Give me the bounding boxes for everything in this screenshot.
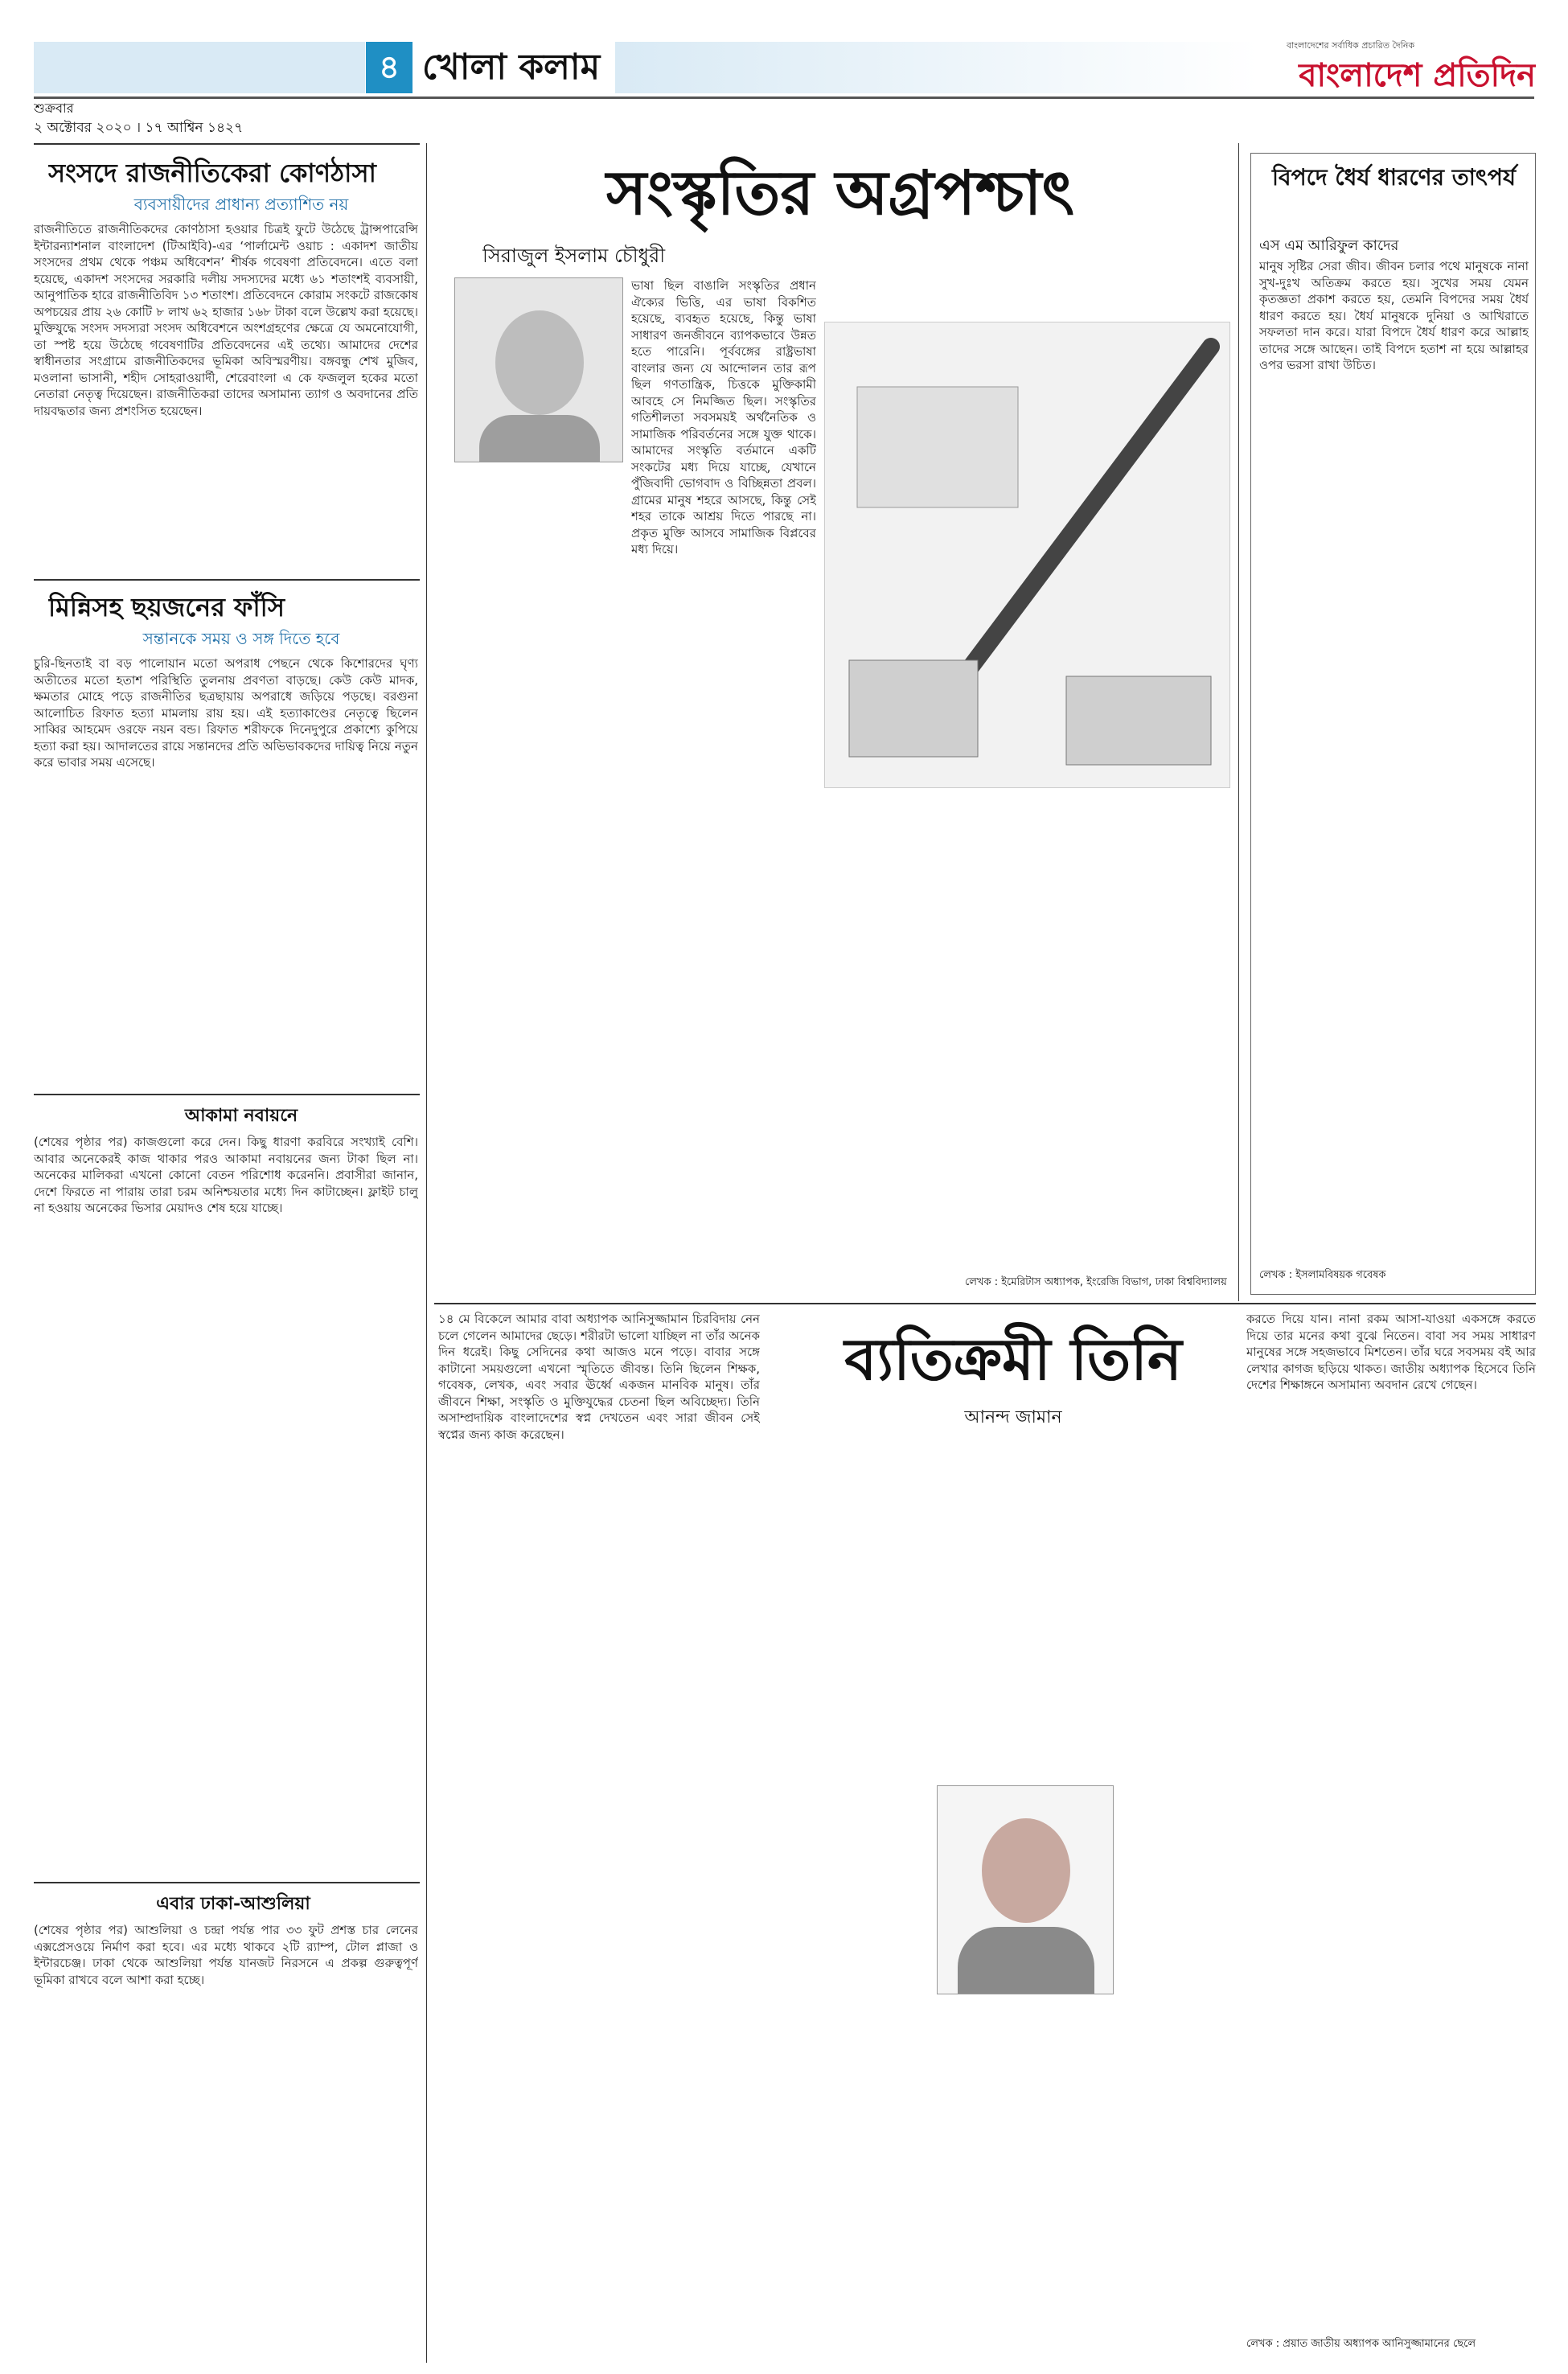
sidebar-article xyxy=(1250,153,1536,1295)
logo-tagline: বাংলাদেশের সর্বাধিক প্রচারিত দৈনিক xyxy=(1287,40,1415,51)
article-subheadline: ব্যবসায়ীদের প্রাধান্য প্রত্যাশিত নয় xyxy=(133,195,349,214)
author-portrait xyxy=(454,277,623,462)
sidebar-headline: বিপদে ধৈর্য ধারণের তাৎপর্য xyxy=(1272,164,1516,191)
pen-illustration xyxy=(824,322,1230,788)
section-title: খোলা কলাম xyxy=(422,47,601,88)
divider xyxy=(34,1882,420,1883)
second-author-note: লেখক : প্রয়াত জাতীয় অধ্যাপক আনিসুজ্জামানের ছেলে xyxy=(1246,2338,1476,2350)
header-band-right xyxy=(615,42,1258,93)
main-body-col1: ভাষা ছিল বাঙালি সংস্কৃতির প্রধান ঐক্যের ভিত্তি, এর ভাষা বিকশিত হয়েছে, ব্যবহৃত হয়েছে, কিন্তু ভাষা সাধারণ জনজীবনে ব্যাপকভাবে উন্নত হতে পারেনি। পূর্ববঙ্গের রাষ্ট্রভাষা বাংলার জন্য যে আন্দোলন তার রূপ ছিল গণতান্ত্রিক, চিত্তকে মুক্তিকামী আবহে সে নিমজ্জিত ছিল। সংস্কৃতির গতিশীলতা সবসময়ই অর্থনৈতিক ও সামাজিক পরিবর্তনের সঙ্গে যুক্ত থাকে। আমাদের সংস্কৃতি বর্তমানে একটি সংকটের মধ্য দিয়ে যাচ্ছে, যেখানে পুঁজিবাদী ভোগবাদ ও বিচ্ছিন্নতা প্রবল। গ্রামের মানুষ শহরে আসছে, কিন্তু সেই শহর তাকে আশ্রয় দিতে পারছে না। প্রকৃত মুক্তি আসবে সামাজিক বিপ্লবের মধ্য দিয়ে। xyxy=(631,278,816,557)
portrait-shoulders xyxy=(479,415,600,462)
issue-date: ২ অক্টোবর ২০২০ । ১৭ আশ্বিন ১৪২৭ xyxy=(34,120,244,136)
article-headline: মিন্নিসহ ছয়জনের ফাঁসি xyxy=(48,592,285,622)
divider xyxy=(34,1094,420,1095)
header-band xyxy=(34,42,365,93)
article-subheadline: সন্তানকে সময় ও সঙ্গ দিতে হবে xyxy=(142,629,340,648)
second-headline: ব্যতিক্রমী তিনি xyxy=(844,1325,1182,1393)
divider xyxy=(434,1303,1536,1304)
column-rule xyxy=(426,143,427,2363)
article-body: (শেষের পৃষ্ঠার পর) আশুলিয়া ও চন্দ্রা পর্যন্ত পার ৩৩ ফুট প্রশস্ত চার লেনের এক্সপ্রেসওয়ে নির্মাণ করা হবে। এর মধ্যে থাকবে ২টি র‍্যাম্প, টোল প্লাজা ও ইন্টারচেঞ্জ। ঢাকা থেকে আশুলিয়া পর্যন্ত যানজট নিরসনে এ প্রকল্প গুরুত্বপূর্ণ ভূমিকা রাখবে বলে আশা করা হচ্ছে। xyxy=(34,1923,418,1987)
page-number: ৪ xyxy=(366,42,413,93)
article-body: চুরি-ছিনতাই বা বড় পালোয়ান মতো অপরাধ পেছনে থেকে কিশোরদের ঘৃণ্য অতীতের মতো হতাশ পরিস্থিতি তুলনায় প্রবণতা বাড়ছে। কেউ কেউ মাদক, ক্ষমতার মোহে পড়ে রাজনীতির ছত্রছায়ায় অপরাধে জড়িয়ে পড়ছে। বরগুনা আলোচিত রিফাত হত্যা মামলায় রায় হয়। এই হত্যাকাণ্ডের নেতৃত্বে ছিলেন সাব্বির আহমেদ ওরফে নয়ন বন্ড। রিফাত শরীফকে দিনেদুপুরে প্রকাশ্যে কুপিয়ে হত্যা করা হয়। আদালতের রায়ে সন্তানদের প্রতি অভিভাবকদের দায়িত্ব নিয়ে নতুন করে ভাবার সময় এসেছে। xyxy=(34,656,418,770)
second-body-col2 xyxy=(692,1440,933,2356)
portrait-shoulders xyxy=(958,1927,1094,1994)
second-body-intro: ১৪ মে বিকেলে আমার বাবা অধ্যাপক আনিসুজ্জামান চিরবিদায় নেন চলে গেলেন আমাদের ছেড়ে। শরীরটা ভালো যাচ্ছিল না তাঁর অনেক দিন ধরেই। কিছু সেদিনের কথা আজও মনে পড়ে। বাবার সঙ্গে কাটানো সময়গুলো এখনো স্মৃতিতে জীবন্ত। তিনি ছিলেন শিক্ষক, গবেষক, লেখক, এবং সবার ঊর্ধ্বে একজন মানবিক মানুষ। তাঁর জীবনে শিক্ষা, সংস্কৃতি ও মুক্তিযুদ্ধের চেতনা ছিল অবিচ্ছেদ্য। তিনি অসাম্প্রদায়িক বাংলাদেশের স্বপ্ন দেখতেন এবং সারা জীবন সেই স্বপ্নের জন্য কাজ করেছেন। xyxy=(438,1312,760,1442)
pen-drawing xyxy=(825,322,1230,788)
sidebar-body: মানুষ সৃষ্টির সেরা জীব। জীবন চলার পথে মানুষকে নানা সুখ-দুঃখ অতিক্রম করতে হয়। সুখের সময় যেমন কৃতজ্ঞতা প্রকাশ করতে হয়, তেমনি বিপদের সময় ধৈর্য ধারণ করতে হয়। ধৈর্য মানুষকে দুনিয়া ও আখিরাতে সফলতা দান করে। যারা বিপদে ধৈর্য ধারণ করে আল্লাহ তাদের সঙ্গে আছেন। তাই বিপদে হতাশ না হয়ে আল্লাহর ওপর ভরসা রাখা উচিত। xyxy=(1259,259,1529,372)
newspaper-logo: বাংলাদেশ প্রতিদিন xyxy=(1299,56,1536,94)
article-headline: আকামা নবায়নে xyxy=(184,1105,298,1126)
main-body-col3 xyxy=(965,277,1230,318)
divider xyxy=(34,579,420,581)
second-portrait xyxy=(937,1785,1114,1994)
main-headline: সংস্কৃতির অগ্রপশ্চাৎ xyxy=(606,157,1074,228)
main-body-col0 xyxy=(454,470,623,1291)
main-author-note: লেখক : ইমেরিটাস অধ্যাপক, ইংরেজি বিভাগ, ঢাকা বিশ্ববিদ্যালয় xyxy=(965,1276,1227,1288)
article-headline: এবার ঢাকা-আশুলিয়া xyxy=(156,1893,310,1914)
second-author: আনন্দ জামান xyxy=(964,1407,1062,1427)
second-body-col1 xyxy=(438,1600,679,2356)
article-body: রাজনীতিতে রাজনীতিকদের কোণঠাসা হওয়ার চিত্রই ফুটে উঠেছে ট্রান্সপারেন্সি ইন্টারন্যাশনাল বাংলাদেশ (টিআইবি)-এর ‘পার্লামেন্ট ওয়াচ : একাদশ জাতীয় সংসদের প্রথম থেকে পঞ্চম অধিবেশন’ শীর্ষক গবেষণা প্রতিবেদনে। এতে বলা হয়েছে, একাদশ সংসদের সরকারি দলীয় সদস্যদের মধ্যে ৬১ শতাংশই ব্যবসায়ী, আনুপাতিক হারে রাজনীতিবিদ ১৩ শতাংশ। প্রতিবেদনে কোরাম সংকটে রাজকোষ অপচয়ের প্রায় ২৬ কোটি ৮ লাখ ৬২ হাজার ১৬৮ টাকা বলে উল্লেখ করা হয়েছে। মুক্তিযুদ্ধে সংসদ সদস্যরা সংসদ অধিবেশনে অংশগ্রহণের ক্ষেত্রে যে অমনোযোগী, তা স্পষ্ট হয়ে উঠেছে গবেষণাটির প্রতিবেদনের এই তথ্যে। আমাদের দেশের স্বাধীনতার সংগ্রামে রাজনীতিকদের ভূমিকা অবিস্মরণীয়। বঙ্গবন্ধু শেখ মুজিব, মওলানা ভাসানী, শহীদ সোহরাওয়ার্দী, শেরেবাংলা এ কে ফজলুল হকের মতো নেতারা নেতৃত্ব দিয়েছেন। রাজনীতিকরা তাদের অসামান্য ত্যাগ ও অবদানের প্রতি দায়বদ্ধতার জন্য প্রশংসিত হয়েছেন। xyxy=(34,222,418,418)
divider xyxy=(34,143,420,145)
portrait-face xyxy=(495,310,584,415)
sidebar-author: এস এম আরিফুল কাদের xyxy=(1259,237,1399,254)
main-author: সিরাজুল ইসলাম চৌধুরী xyxy=(482,244,666,267)
second-body-col3 xyxy=(945,1440,1222,1777)
second-body-col4: করতে দিয়ে যান। নানা রকম আসা-যাওয়া একসঙ্গে করতে দিয়ে তার মনের কথা বুঝে নিতেন। বাবা সব সময় সাধারণ মানুষের সঙ্গে সহজভাবে মিশতেন। তাঁর ঘরে সবসময় বই আর লেখার কাগজ ছড়িয়ে থাকত। জাতীয় অধ্যাপক হিসেবে তিনি দেশের শিক্ষাঙ্গনে অসামান্য অবদান রেখে গেছেন। xyxy=(1246,1312,1536,1392)
portrait-face xyxy=(982,1818,1070,1923)
article-headline: সংসদে রাজনীতিকেরা কোণঠাসা xyxy=(48,158,376,188)
sidebar-author-note: লেখক : ইসলামবিষয়ক গবেষক xyxy=(1259,1269,1386,1281)
main-body-col2 xyxy=(824,796,1230,1291)
issue-day: শুক্রবার xyxy=(34,101,74,116)
column-rule xyxy=(1238,143,1239,1301)
article-body: (শেষের পৃষ্ঠার পর) কাজগুলো করে দেন। কিছু ধারণা করবিরে সংখ্যাই বেশি। আবার অনেকেরই কাজ থাকার পরও আকামা নবায়নের জন্য টাকা ছিল না। অনেকের মালিকরা এখনো কোনো বেতন পরিশোধ করেননি। প্রবাসীরা জানান, দেশে ফিরতে না পারায় তারা চরম অনিশ্চয়তার মধ্যে দিন কাটাচ্ছেন। ফ্লাইট চালু না হওয়ায় অনেকের ভিসার মেয়াদও শেষ হয়ে যাচ্ছে। xyxy=(34,1135,418,1215)
